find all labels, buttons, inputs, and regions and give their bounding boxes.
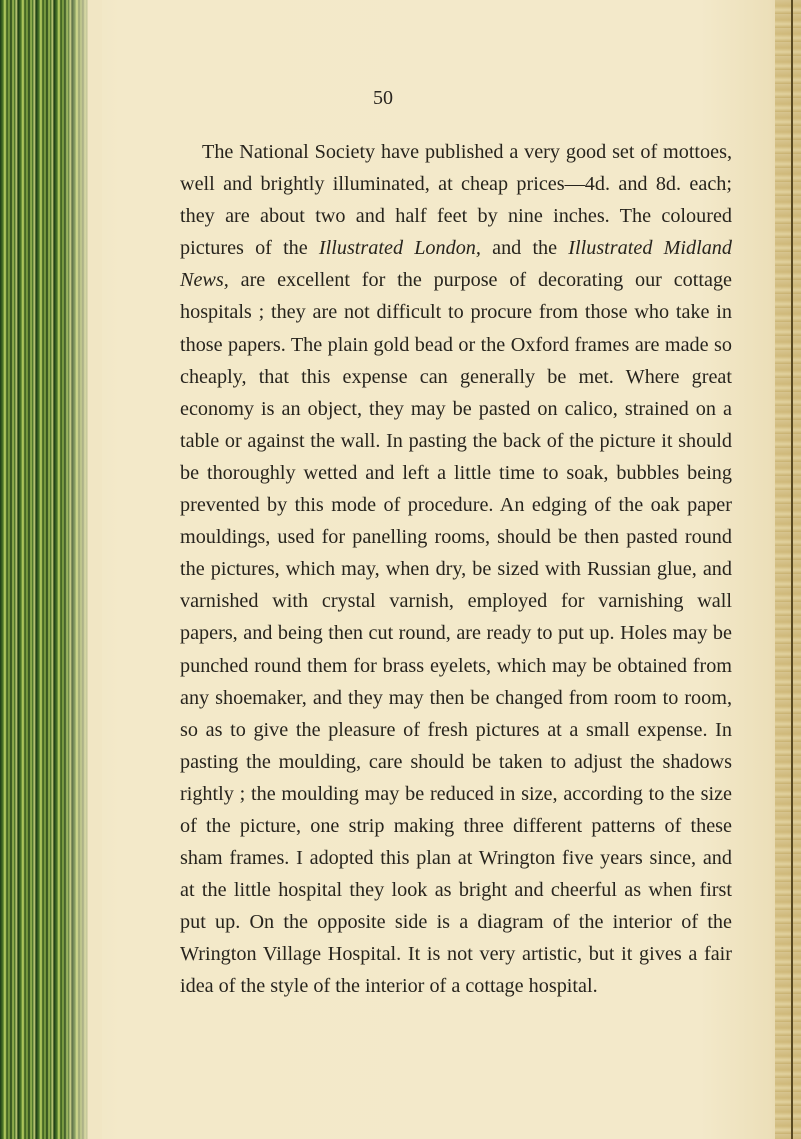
paragraph — [180, 136, 732, 1003]
page-edge-line — [791, 0, 793, 1139]
publication-title: Illustrated London, — [318, 237, 481, 260]
page-edge — [775, 0, 801, 1139]
publication-title: Illustrated Midland News, — [180, 237, 732, 292]
page-number: 50 — [373, 87, 393, 109]
gutter-shadow — [62, 0, 102, 1139]
paragraph-text: The National Society have published a very good set of mottoes, well and brightly illuminated, at cheap prices—4d. and 8d. each; they are about two and half feet by nine inches. The coloured pictures of the — [180, 141, 732, 260]
body-text — [180, 136, 732, 1003]
paragraph-text: are excellent for the purpose of decorating our cottage hospitals ; they are not difficult to procure from those who take in those papers. The plain gold bead or the Oxford frames are made so cheaply, that this expense can generally be met. Where great economy is an object, they may be pasted on calico, strained on a table or against the wall. In pasting the back of the picture it should be thoroughly wetted and left a little time to soak, bubbles being prevented by this mode of procedure. An edging of the oak paper mouldings, used for panelling rooms, should be then pasted round the pictures, which may, when dry, be sized with Russian glue, and varnished with crystal varnish, employed for varnishing wall papers, and being then cut round, are ready to put up. Holes may be punched round them for brass eyelets, which may be obtained from any shoemaker, and they may then be changed from room to room, so as to give the pleasure of fresh pictures at a small expense. In pasting the moulding, care should be taken to adjust the shadows rightly ; the moulding may be reduced in size, according to the size of the picture, one strip making three different patterns of these sham frames. I adopted this plan at Wrington five years since, and at the little hospital they look as bright and cheerful as when first put up. On the opposite side is a diagram of the interior of the Wrington Village Hospital. It is not very artistic, but it gives a fair idea of the style of the interior of a cottage hospital. — [180, 269, 732, 998]
paragraph-text: and the — [480, 237, 569, 260]
